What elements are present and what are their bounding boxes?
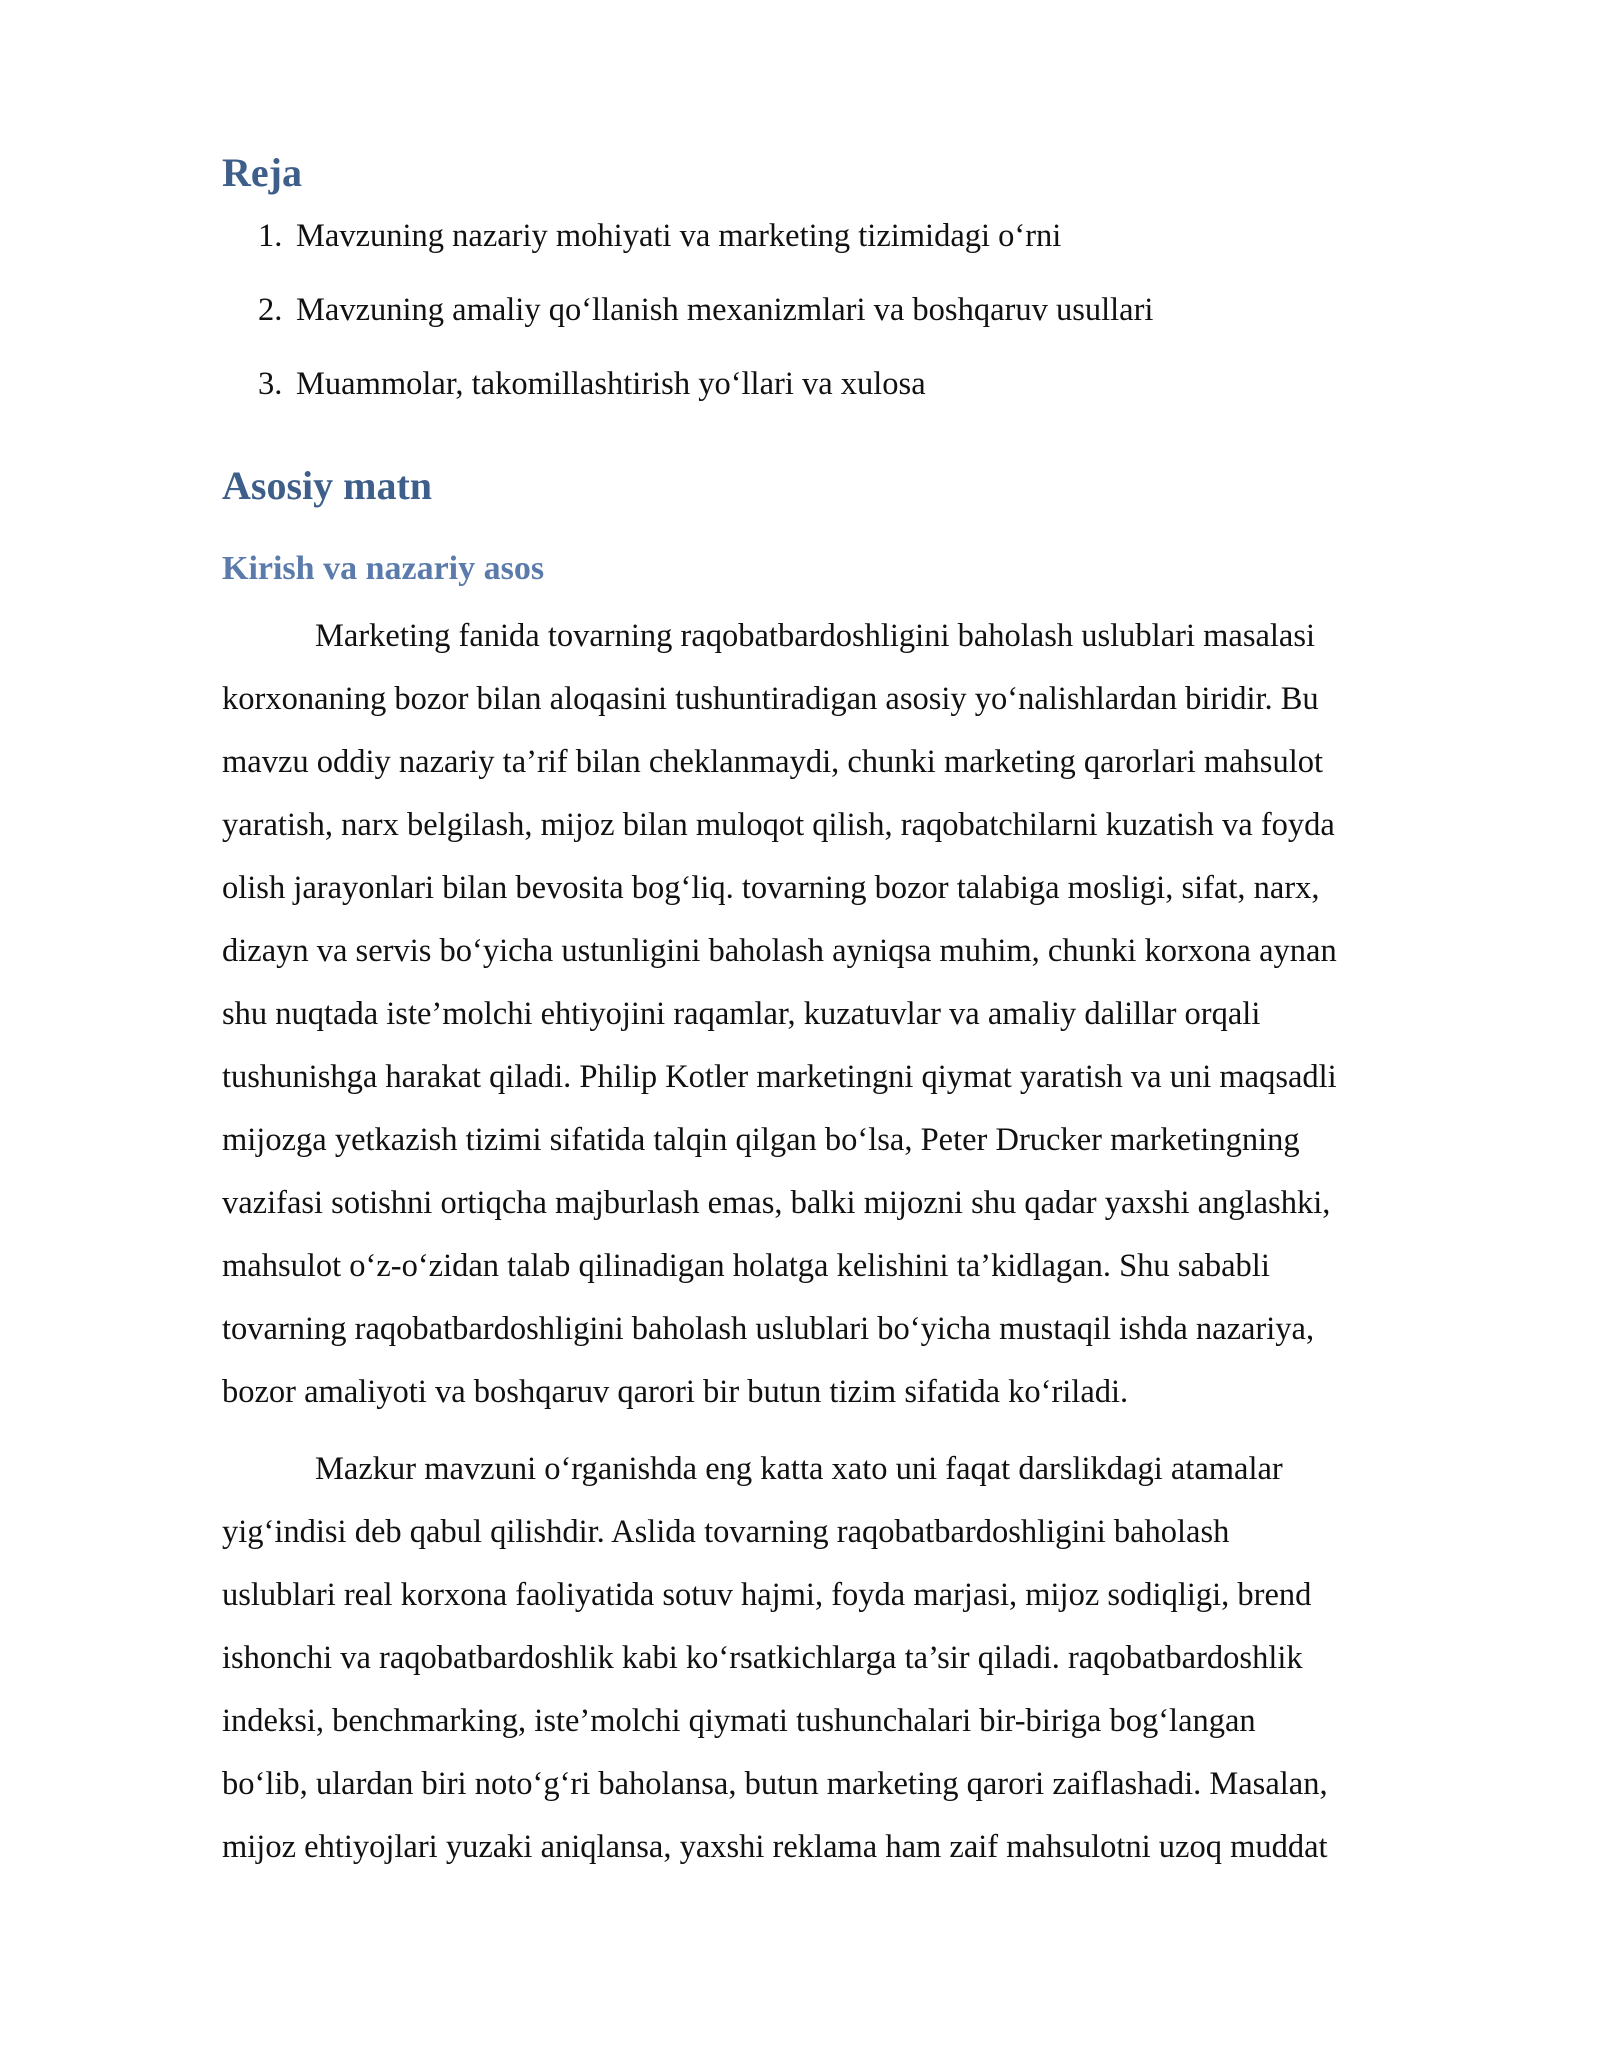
- paragraph-line: korxonaning bozor bilan aloqasini tushuntiradigan asosiy yo‘nalishlardan biridir. Bu: [222, 681, 1319, 717]
- section-subheading: Kirish va nazariy asos: [222, 550, 545, 587]
- plan-item-number: 2.: [258, 292, 283, 328]
- paragraph-line: mijoz ehtiyojlari yuzaki aniqlansa, yaxshi reklama ham zaif mahsulotni uzoq muddat: [222, 1829, 1328, 1865]
- paragraph-line: ishonchi va raqobatbardoshlik kabi ko‘rsatkichlarga ta’sir qiladi. raqobatbardoshlik: [222, 1640, 1303, 1676]
- paragraph-line: Mazkur mavzuni o‘rganishda eng katta xato uni faqat darslikdagi atamalar: [315, 1451, 1283, 1487]
- main-heading: Asosiy matn: [222, 463, 433, 508]
- plan-item-number: 1.: [258, 218, 283, 254]
- paragraph-line: shu nuqtada iste’molchi ehtiyojini raqamlar, kuzatuvlar va amaliy dalillar orqali: [222, 996, 1261, 1032]
- paragraph-line: tushunishga harakat qiladi. Philip Kotler marketingni qiymat yaratish va uni maqsadli: [222, 1059, 1337, 1095]
- paragraph-line: Marketing fanida tovarning raqobatbardoshligini baholash uslublari masalasi: [315, 618, 1316, 654]
- body-paragraph-2: [222, 1438, 1492, 1879]
- paragraph-line: tovarning raqobatbardoshligini baholash uslublari bo‘yicha mustaqil ishda nazariya,: [222, 1311, 1315, 1347]
- paragraph-line: bozor amaliyoti va boshqaruv qarori bir butun tizim sifatida ko‘riladi.: [222, 1374, 1129, 1410]
- plan-item-text: Mavzuning amaliy qo‘llanish mexanizmlari va boshqaruv usullari: [296, 292, 1154, 328]
- paragraph-line: mijozga yetkazish tizimi sifatida talqin qilgan bo‘lsa, Peter Drucker marketingning: [222, 1122, 1300, 1158]
- paragraph-line: mavzu oddiy nazariy ta’rif bilan cheklanmaydi, chunki marketing qarorlari mahsulot: [222, 744, 1324, 780]
- plan-heading: Reja: [222, 150, 302, 195]
- paragraph-line: olish jarayonlari bilan bevosita bog‘liq. tovarning bozor talabiga mosligi, sifat, narx,: [222, 870, 1320, 906]
- paragraph-line: bo‘lib, ulardan biri noto‘g‘ri baholansa, butun marketing qarori zaiflashadi. Masalan,: [222, 1766, 1328, 1802]
- paragraph-line: indeksi, benchmarking, iste’molchi qiymati tushunchalari bir-biriga bog‘langan: [222, 1703, 1256, 1739]
- paragraph-line: vazifasi sotishni ortiqcha majburlash emas, balki mijozni shu qadar yaxshi anglashki,: [222, 1185, 1331, 1221]
- plan-item-text: Muammolar, takomillashtirish yo‘llari va xulosa: [296, 366, 926, 402]
- paragraph-line: yaratish, narx belgilash, mijoz bilan muloqot qilish, raqobatchilarni kuzatish va foyda: [222, 807, 1335, 843]
- plan-item-text: Mavzuning nazariy mohiyati va marketing tizimidagi o‘rni: [296, 218, 1062, 254]
- plan-item: [258, 292, 1153, 366]
- paragraph-line: yig‘indisi deb qabul qilishdir. Aslida tovarning raqobatbardoshligini baholash: [222, 1514, 1230, 1550]
- paragraph-line: uslublari real korxona faoliyatida sotuv hajmi, foyda marjasi, mijoz sodiqligi, brend: [222, 1577, 1312, 1613]
- plan-item: [258, 366, 1153, 440]
- paragraph-line: dizayn va servis bo‘yicha ustunligini baholash ayniqsa muhim, chunki korxona aynan: [222, 933, 1337, 969]
- plan-item: [258, 218, 1153, 292]
- body-paragraph-1: [222, 605, 1492, 1424]
- paragraph-line: mahsulot o‘z-o‘zidan talab qilinadigan holatga kelishini ta’kidlagan. Shu sababli: [222, 1248, 1270, 1284]
- plan-list: [258, 218, 1153, 440]
- plan-item-number: 3.: [258, 366, 283, 402]
